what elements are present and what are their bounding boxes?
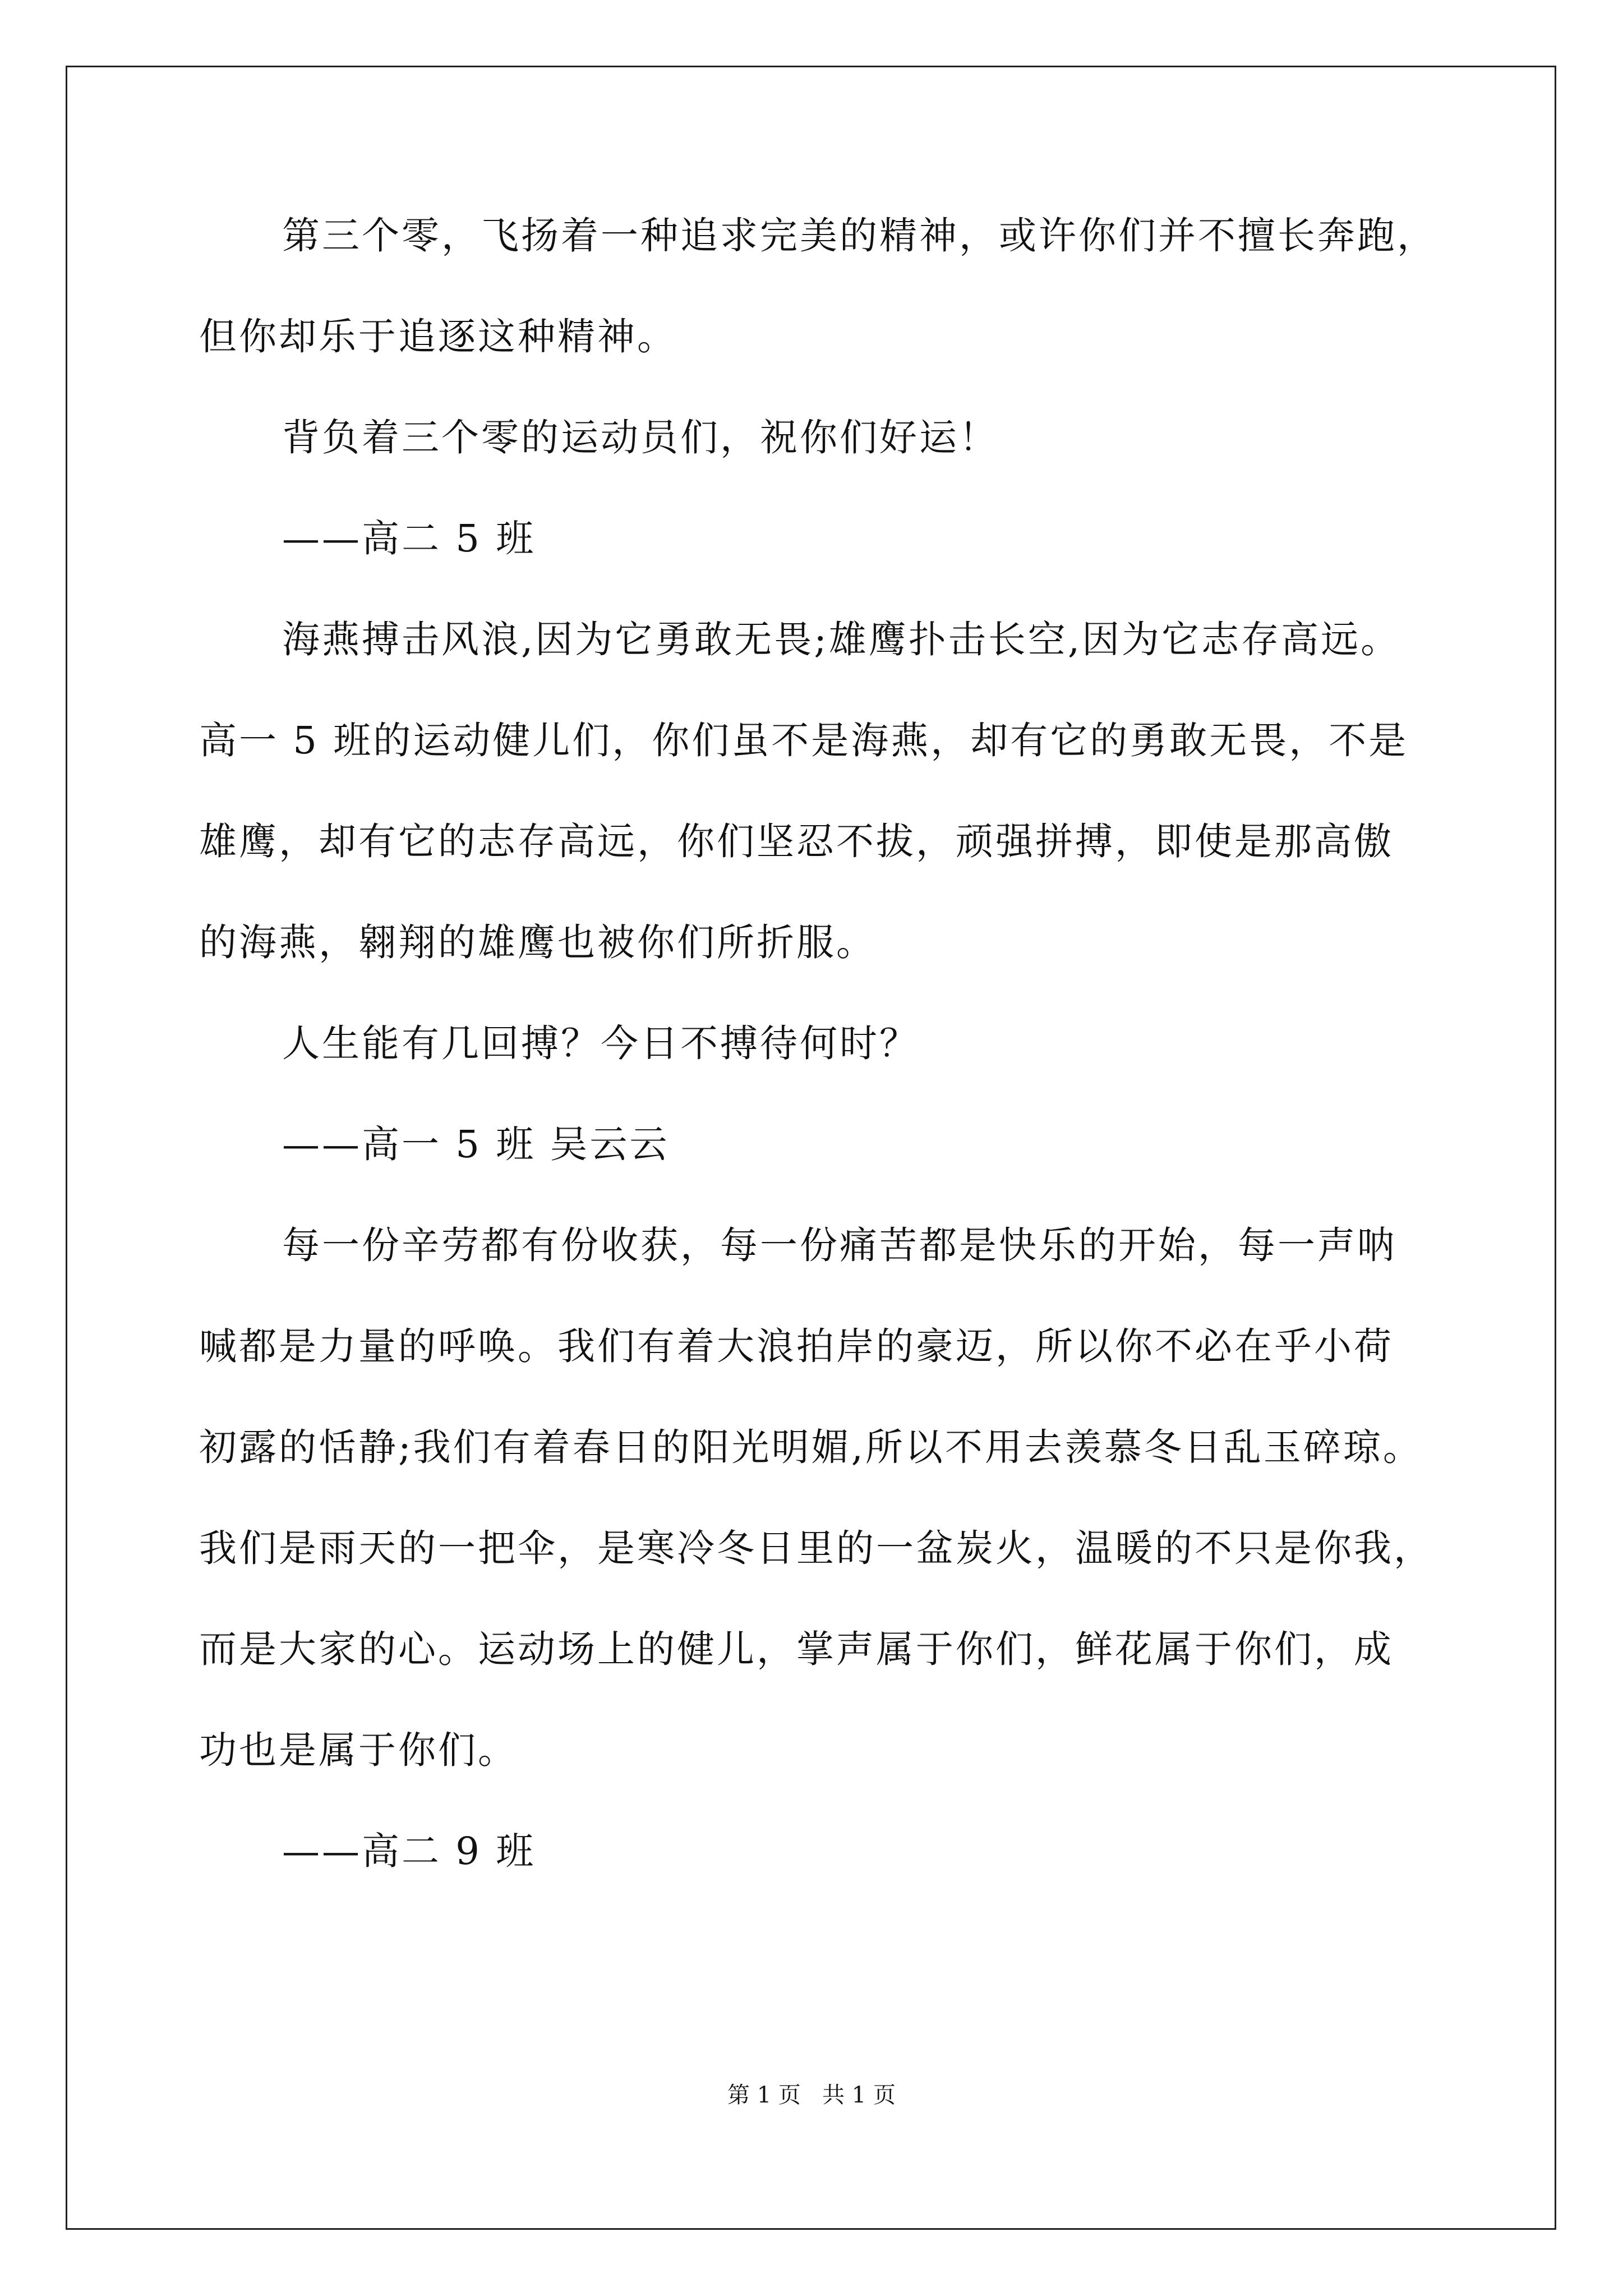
paragraph-5-line-4: 我们是雨天的一把伞，是寒冷冬日里的一盆炭火，温暖的不只是你我，	[199, 1526, 1433, 1570]
page-footer: 第 1 页 共 1 页	[727, 2082, 896, 2108]
paragraph-5-line-3: 初露的恬静;我们有着春日的阳光明媚,所以不用去羡慕冬日乱玉碎琼。	[199, 1425, 1423, 1469]
paragraph-2-line-1: 背负着三个零的运动员们，祝你们好运！	[282, 416, 999, 459]
paragraph-4-line-1: 人生能有几回搏？今日不搏待何时？	[282, 1022, 919, 1065]
signature-class-1-5: ——高一 5 班 吴云云	[282, 1122, 670, 1166]
paragraph-5-line-6: 功也是属于你们。	[199, 1728, 518, 1772]
paragraph-1-line-2: 但你却乐于追逐这种精神。	[199, 315, 677, 358]
paragraph-5-line-5: 而是大家的心。运动场上的健儿，掌声属于你们，鲜花属于你们，成	[199, 1627, 1394, 1671]
paragraph-3-line-3: 雄鹰，却有它的志存高远，你们坚忍不拔，顽强拼搏，即使是那高傲	[199, 820, 1394, 863]
paragraph-3-line-2: 高一 5 班的运动健儿们，你们虽不是海燕，却有它的勇敢无畏，不是	[199, 719, 1409, 762]
paragraph-1-line-1: 第三个零，飞扬着一种追求完美的精神，或许你们并不擅长奔跑，	[282, 214, 1437, 257]
paragraph-5-line-1: 每一份辛劳都有份收获，每一份痛苦都是快乐的开始，每一声呐	[282, 1223, 1397, 1267]
paragraph-3-line-1: 海燕搏击风浪,因为它勇敢无畏;雄鹰扑击长空,因为它志存高远。	[282, 618, 1401, 661]
signature-class-2-9: ——高二 9 班	[282, 1829, 536, 1873]
paragraph-5-line-2: 喊都是力量的呼唤。我们有着大浪拍岸的豪迈，所以你不必在乎小荷	[199, 1324, 1394, 1368]
signature-class-2-5: ——高二 5 班	[282, 517, 536, 560]
paragraph-3-line-4: 的海燕，翱翔的雄鹰也被你们所折服。	[199, 921, 876, 964]
